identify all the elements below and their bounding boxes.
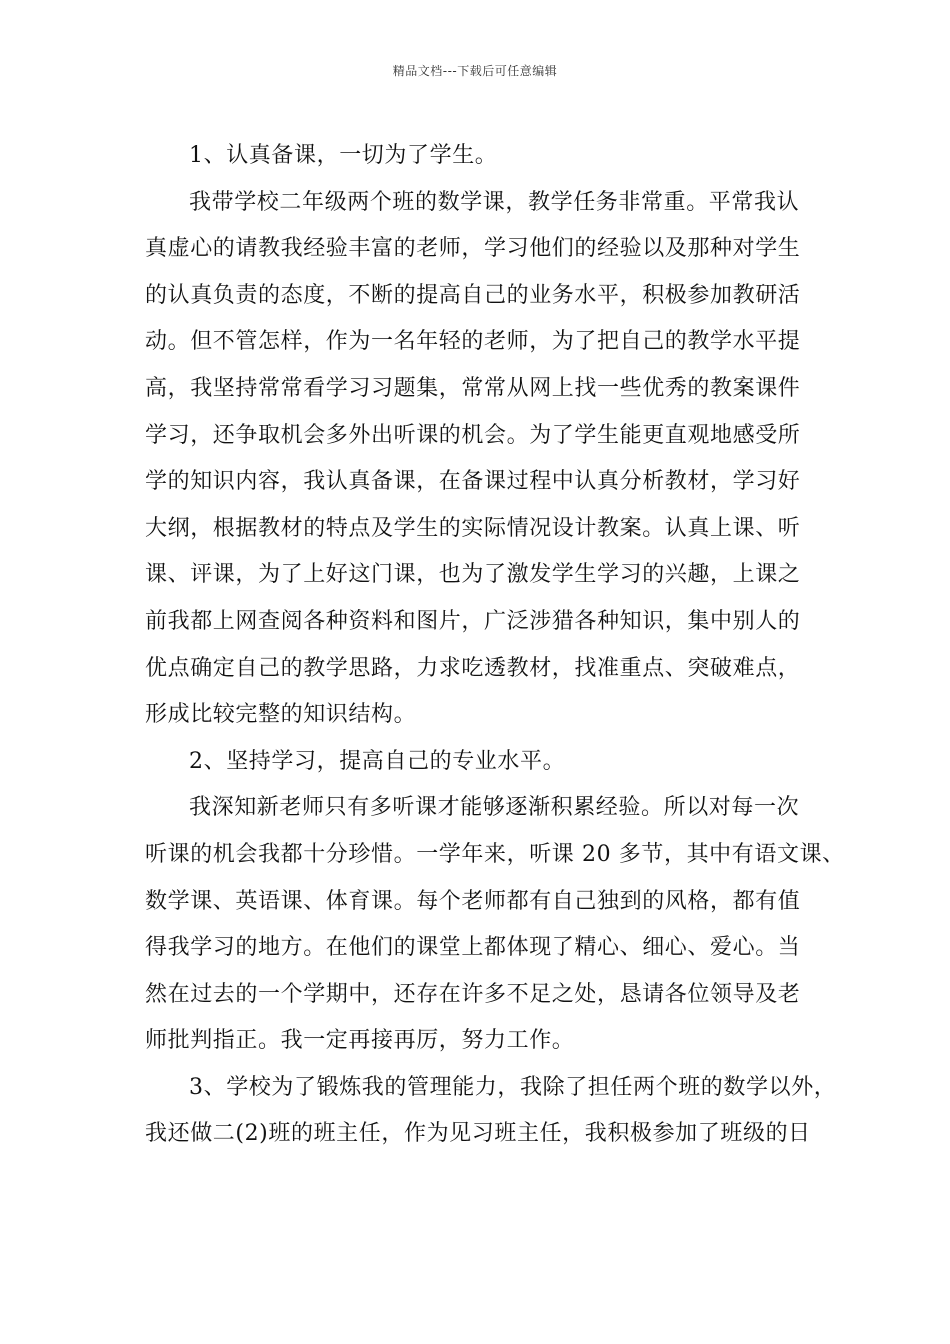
text-line: 前我都上网查阅各种资料和图片，广泛涉猎各种知识，集中别人的 — [145, 608, 801, 634]
text-line: 然在过去的一个学期中，还存在许多不足之处，恳请各位领导及老 — [145, 981, 801, 1007]
text-line: 我带学校二年级两个班的数学课，教学任务非常重。平常我认 — [189, 189, 800, 215]
text-line: 师批判指正。我一定再接再厉，努力工作。 — [145, 1028, 575, 1054]
text-line: 真虚心的请教我经验丰富的老师，学习他们的经验以及那种对学生 — [145, 236, 801, 262]
text-line: 的认真负责的态度，不断的提高自己的业务水平，积极参加教研活 — [145, 282, 801, 308]
text-line: 大纲，根据教材的特点及学生的实际情况设计教案。认真上课、听 — [145, 515, 801, 541]
document-body — [145, 133, 845, 1158]
text-line: 我深知新老师只有多听课才能够逐渐积累经验。所以对每一次 — [189, 795, 800, 821]
text-line: 1、认真备课，一切为了学生。 — [189, 143, 498, 168]
text-line: 高，我坚持常常看学习习题集，常常从网上找一些优秀的教案课件 — [145, 375, 801, 401]
text-line: 听课的机会我都十分珍惜。一学年来，听课 20 多节，其中有语文课、 — [145, 841, 845, 867]
text-line: 得我学习的地方。在他们的课堂上都体现了精心、细心、爱心。当 — [145, 935, 801, 961]
text-line: 学习，还争取机会多外出听课的机会。为了学生能更直观地感受所 — [145, 422, 801, 448]
page-header: 精品文档---下载后可任意编辑 — [392, 64, 558, 78]
text-line: 我还做二(2)班的班主任，作为见习班主任，我积极参加了班级的日 — [145, 1121, 811, 1147]
text-line: 数学课、英语课、体育课。每个老师都有自己独到的风格，都有值 — [145, 888, 801, 914]
text-line: 3、学校为了锻炼我的管理能力，我除了担任两个班的数学以外， — [189, 1074, 837, 1100]
text-line: 动。但不管怎样，作为一名年轻的老师，为了把自己的教学水平提 — [145, 329, 801, 355]
text-line: 形成比较完整的知识结构。 — [145, 702, 417, 728]
text-line: 优点确定自己的教学思路，力求吃透教材，找准重点、突破难点， — [145, 655, 801, 681]
text-line: 学的知识内容，我认真备课，在备课过程中认真分析教材，学习好 — [145, 469, 801, 495]
text-line: 2、坚持学习，提高自己的专业水平。 — [189, 748, 566, 774]
text-line: 课、评课，为了上好这门课，也为了激发学生学习的兴趣，上课之 — [145, 562, 801, 588]
